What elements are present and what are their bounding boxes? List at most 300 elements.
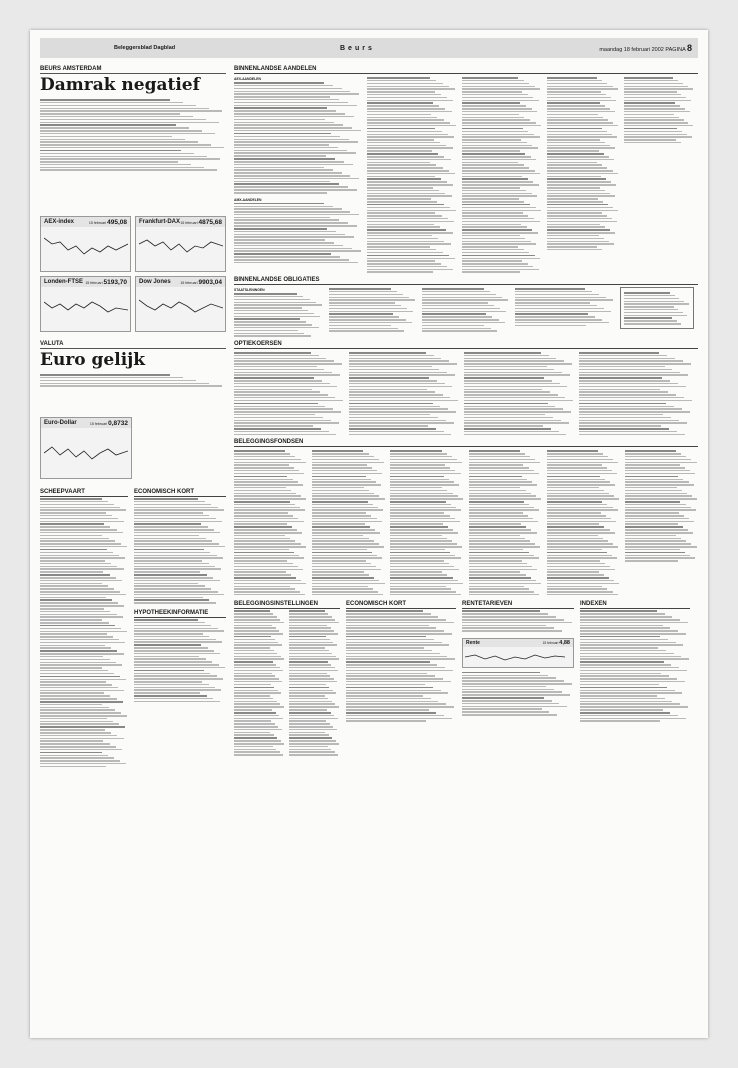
text-line — [234, 262, 358, 264]
text-line — [40, 659, 110, 661]
text-line — [40, 656, 103, 658]
text-line — [547, 580, 614, 582]
text-line — [234, 504, 295, 506]
text-line — [234, 610, 270, 612]
text-line — [329, 316, 399, 318]
text-line — [234, 687, 274, 689]
text-line — [346, 664, 437, 666]
text-line — [312, 462, 384, 464]
text-line — [547, 563, 606, 565]
text-line — [234, 509, 305, 511]
text-line — [234, 363, 342, 365]
text-line — [234, 178, 359, 180]
text-line — [40, 729, 105, 731]
text-line — [547, 119, 608, 121]
text-line — [346, 616, 438, 618]
text-line — [234, 729, 282, 731]
text-line — [234, 613, 273, 615]
text-line — [422, 330, 497, 332]
economisch-kort-heading-2: ECONOMISCH KORT — [346, 601, 456, 609]
text-line — [289, 636, 326, 638]
text-line — [367, 252, 443, 254]
text-line — [464, 360, 564, 362]
text-line — [346, 695, 423, 697]
text-line — [580, 653, 674, 655]
text-line — [289, 729, 337, 731]
text-line — [40, 99, 170, 101]
text-line — [462, 706, 567, 708]
text-line — [624, 295, 675, 297]
text-line — [580, 687, 667, 689]
text-line — [464, 352, 541, 354]
text-line — [40, 139, 185, 141]
text-line — [40, 611, 110, 613]
text-line — [547, 156, 609, 158]
text-line — [464, 411, 571, 413]
index-charts — [40, 216, 226, 332]
valuta-headline: Euro gelijk — [40, 350, 146, 370]
text-line — [40, 709, 115, 711]
text-line — [515, 288, 585, 290]
text-line — [234, 422, 339, 424]
newspaper-page — [30, 30, 708, 1038]
text-line — [289, 723, 330, 725]
text-line — [134, 602, 216, 604]
text-line — [547, 464, 602, 466]
text-line — [469, 523, 522, 525]
text-line — [40, 535, 102, 537]
text-line — [234, 583, 306, 585]
text-line — [234, 732, 270, 734]
text-line — [422, 325, 484, 327]
scheepvaart-column — [40, 489, 128, 767]
text-line — [40, 619, 102, 621]
text-line — [312, 560, 365, 562]
text-line — [40, 116, 193, 118]
fund-table — [289, 610, 340, 755]
text-line — [289, 664, 331, 666]
text-line — [134, 650, 214, 652]
text-line — [580, 667, 679, 669]
text-line — [312, 490, 369, 492]
text-line — [390, 518, 454, 520]
text-line — [367, 221, 454, 223]
text-line — [580, 709, 663, 711]
text-line — [547, 583, 619, 585]
text-line — [40, 749, 122, 751]
text-line — [462, 714, 557, 716]
text-line — [625, 476, 678, 478]
text-line — [469, 591, 535, 593]
dax-chart: Frankfurt-DAX 15 februari 4875,68 — [135, 216, 226, 272]
text-line — [462, 258, 540, 260]
text-line — [580, 616, 672, 618]
text-line — [134, 591, 218, 593]
text-line — [289, 613, 328, 615]
text-line — [312, 504, 373, 506]
right-column — [234, 66, 698, 756]
text-line — [579, 374, 688, 376]
text-line — [367, 229, 446, 231]
text-line — [234, 105, 357, 107]
text-line — [234, 239, 325, 241]
text-line — [515, 299, 613, 301]
text-line — [469, 529, 532, 531]
text-line — [390, 501, 446, 503]
text-line — [390, 569, 459, 571]
text-line — [234, 141, 358, 143]
text-line — [547, 512, 601, 514]
text-line — [40, 760, 120, 762]
text-line — [462, 190, 526, 192]
text-line — [134, 557, 223, 559]
text-line — [40, 574, 110, 576]
text-line — [547, 523, 600, 525]
text-line — [625, 515, 684, 517]
text-line — [234, 192, 327, 194]
text-line — [312, 583, 384, 585]
text-line — [625, 535, 676, 537]
text-line — [580, 636, 660, 638]
text-line — [349, 363, 457, 365]
text-line — [390, 459, 457, 461]
text-line — [390, 467, 450, 469]
text-line — [390, 552, 450, 554]
text-line — [234, 518, 298, 520]
text-line — [390, 591, 456, 593]
text-line — [579, 355, 667, 357]
hypotheek-lines — [134, 619, 226, 702]
text-line — [289, 653, 332, 655]
text-line — [234, 136, 340, 138]
text-line — [346, 703, 446, 705]
text-line — [390, 560, 443, 562]
text-line — [289, 734, 329, 736]
text-line — [469, 574, 526, 576]
text-line — [547, 105, 605, 107]
obligaties-heading: BINNENLANDSE OBLIGATIES — [234, 277, 698, 285]
text-line — [580, 681, 685, 683]
text-line — [580, 715, 678, 717]
text-line — [312, 495, 379, 497]
text-line — [134, 644, 201, 646]
text-line — [234, 588, 295, 590]
text-line — [625, 521, 695, 523]
text-line — [422, 322, 505, 324]
bond-table — [515, 288, 615, 326]
text-line — [134, 653, 220, 655]
text-line — [40, 662, 116, 664]
text-line — [346, 670, 453, 672]
text-line — [469, 467, 529, 469]
text-line — [346, 619, 446, 621]
text-line — [367, 167, 443, 169]
text-line — [349, 391, 435, 393]
text-line — [346, 687, 433, 689]
text-line — [312, 569, 381, 571]
text-line — [462, 689, 554, 691]
text-line — [390, 464, 445, 466]
text-line — [547, 224, 600, 226]
text-line — [469, 526, 527, 528]
text-line — [547, 226, 605, 228]
text-line — [349, 374, 455, 376]
text-line — [234, 591, 300, 593]
text-line — [234, 538, 290, 540]
text-line — [134, 568, 221, 570]
text-line — [329, 302, 395, 304]
text-line — [234, 546, 306, 548]
text-line — [312, 493, 374, 495]
text-line — [579, 369, 672, 371]
text-line — [547, 560, 600, 562]
text-line — [234, 706, 284, 708]
options-table — [234, 352, 344, 435]
text-line — [367, 88, 455, 90]
text-line — [134, 549, 204, 551]
text-line — [40, 599, 112, 601]
text-line — [390, 495, 457, 497]
text-line — [547, 86, 613, 88]
text-line — [40, 695, 110, 697]
text-line — [367, 150, 432, 152]
text-line — [469, 501, 525, 503]
text-line — [234, 507, 300, 509]
text-line — [547, 467, 607, 469]
text-line — [625, 470, 690, 472]
text-line — [624, 83, 683, 85]
text-line — [547, 97, 611, 99]
text-line — [547, 594, 618, 596]
text-line — [234, 642, 278, 644]
text-line — [312, 523, 365, 525]
text-line — [234, 150, 347, 152]
text-line — [40, 141, 198, 143]
text-line — [134, 504, 211, 506]
stock-table — [547, 77, 619, 250]
text-line — [234, 211, 350, 213]
text-line — [579, 386, 686, 388]
text-line — [234, 574, 291, 576]
text-line — [547, 176, 601, 178]
text-line — [579, 383, 678, 385]
text-line — [469, 540, 530, 542]
text-line — [624, 131, 682, 133]
text-line — [289, 732, 325, 734]
text-line — [289, 650, 329, 652]
text-line — [349, 369, 439, 371]
text-line — [579, 360, 683, 362]
text-line — [134, 695, 207, 697]
text-line — [289, 715, 334, 717]
text-line — [40, 549, 107, 551]
page-number: 8 — [686, 43, 692, 53]
text-line — [462, 675, 548, 677]
text-line — [462, 153, 525, 155]
text-line — [547, 173, 618, 175]
fund-table — [469, 450, 542, 595]
text-line — [312, 566, 376, 568]
text-line — [40, 563, 111, 565]
text-line — [40, 529, 117, 531]
text-line — [234, 734, 274, 736]
text-line — [234, 130, 361, 132]
text-line — [547, 111, 615, 113]
text-line — [624, 102, 675, 104]
text-line — [462, 108, 532, 110]
text-line — [469, 549, 524, 551]
text-line — [40, 639, 119, 641]
text-line — [462, 181, 533, 183]
text-line — [40, 577, 116, 579]
text-line — [367, 249, 436, 251]
text-line — [462, 164, 524, 166]
text-line — [624, 298, 679, 300]
text-line — [234, 656, 281, 658]
text-line — [390, 594, 461, 596]
text-line — [234, 219, 339, 221]
text-line — [462, 105, 526, 107]
text-line — [234, 417, 323, 419]
stock-table — [234, 82, 362, 194]
text-line — [234, 754, 283, 756]
text-line — [367, 131, 442, 133]
text-line — [346, 718, 452, 720]
text-line — [234, 434, 336, 436]
text-line — [462, 266, 533, 268]
text-line — [134, 543, 219, 545]
text-line — [234, 110, 336, 112]
text-line — [329, 328, 398, 330]
text-line — [234, 470, 299, 472]
text-line — [579, 414, 663, 416]
text-line — [367, 195, 452, 197]
text-line — [624, 119, 684, 121]
fund-table — [312, 450, 385, 595]
text-line — [349, 420, 446, 422]
text-line — [390, 507, 456, 509]
text-line — [234, 259, 349, 261]
text-line — [234, 133, 331, 135]
text-line — [547, 487, 599, 489]
text-line — [580, 627, 670, 629]
text-line — [624, 100, 691, 102]
text-line — [547, 167, 607, 169]
text-line — [547, 535, 598, 537]
text-line — [367, 83, 443, 85]
text-line — [234, 369, 324, 371]
text-line — [390, 555, 455, 557]
text-line — [134, 552, 210, 554]
text-line — [40, 377, 183, 379]
text-line — [40, 676, 120, 678]
text-line — [346, 712, 436, 714]
text-line — [234, 456, 295, 458]
text-line — [547, 241, 609, 243]
text-line — [312, 476, 365, 478]
economisch-kort-heading: ECONOMISCH KORT — [134, 489, 226, 497]
text-line — [134, 633, 203, 635]
text-line — [40, 144, 211, 146]
aex-line — [44, 230, 128, 266]
text-line — [367, 162, 430, 164]
text-line — [346, 673, 427, 675]
text-line — [464, 434, 566, 436]
text-line — [547, 232, 615, 234]
chart-value: 4,88 — [559, 639, 570, 646]
text-line — [349, 434, 451, 436]
text-line — [134, 566, 215, 568]
text-line — [580, 703, 680, 705]
text-line — [422, 302, 488, 304]
text-line — [289, 642, 333, 644]
text-line — [547, 162, 597, 164]
text-line — [580, 619, 680, 621]
text-line — [234, 667, 280, 669]
text-line — [469, 521, 539, 523]
text-line — [312, 574, 369, 576]
text-line — [464, 369, 554, 371]
text-line — [624, 88, 693, 90]
text-line — [329, 288, 391, 290]
text-line — [462, 128, 523, 130]
text-line — [462, 195, 537, 197]
text-line — [234, 490, 291, 492]
text-line — [329, 291, 397, 293]
text-line — [462, 145, 532, 147]
text-line — [624, 128, 677, 130]
index-table — [580, 610, 690, 722]
text-line — [515, 294, 599, 296]
text-line — [469, 588, 530, 590]
text-line — [624, 312, 683, 314]
text-line — [422, 305, 494, 307]
text-line — [289, 706, 339, 708]
text-line — [40, 555, 119, 557]
text-line — [134, 560, 202, 562]
text-line — [390, 523, 443, 525]
text-line — [134, 656, 199, 658]
ftse-line — [44, 290, 128, 326]
text-line — [40, 597, 106, 599]
text-line — [390, 473, 460, 475]
text-line — [349, 383, 445, 385]
text-line — [234, 487, 286, 489]
text-line — [134, 692, 200, 694]
text-line — [329, 305, 401, 307]
text-line — [462, 204, 530, 206]
text-line — [312, 577, 374, 579]
text-line — [134, 583, 198, 585]
rentetarieven-heading: RENTETARIEVEN — [462, 601, 574, 609]
scheepvaart-lines — [40, 498, 128, 767]
text-line — [547, 495, 614, 497]
text-line — [346, 650, 432, 652]
text-line — [346, 639, 434, 641]
text-line — [40, 124, 176, 126]
text-line — [134, 661, 212, 663]
text-line — [547, 218, 612, 220]
page-date: maandag 18 februari 2002 PAGINA 8 — [599, 43, 692, 53]
text-line — [346, 613, 431, 615]
rente-line — [463, 647, 567, 665]
text-line — [234, 116, 354, 118]
text-line — [624, 97, 686, 99]
text-line — [580, 664, 671, 666]
text-line — [234, 124, 343, 126]
text-line — [464, 428, 551, 430]
text-line — [462, 147, 538, 149]
